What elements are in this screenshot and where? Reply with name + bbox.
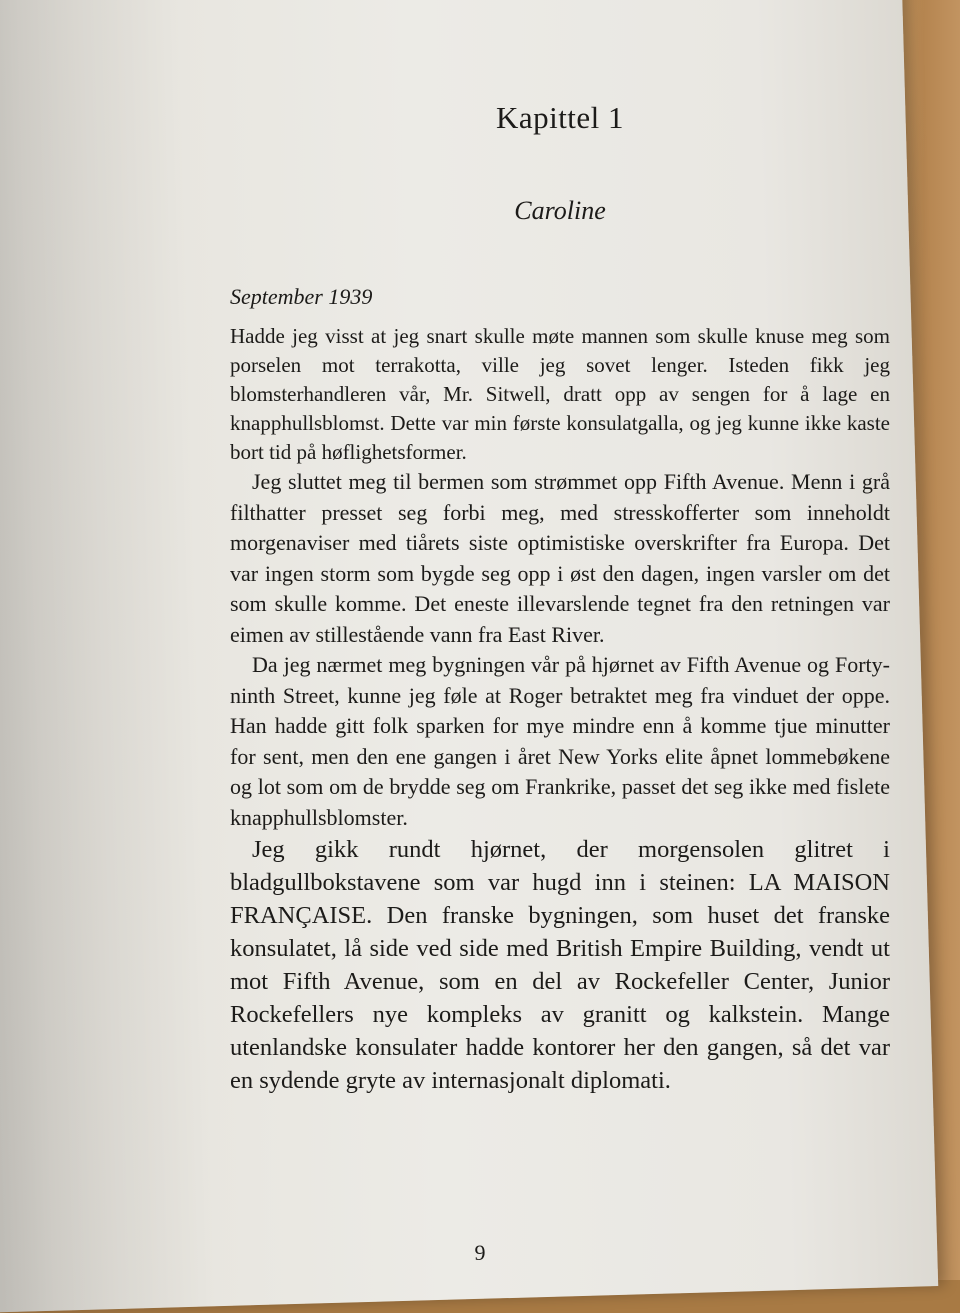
dateline: September 1939	[230, 284, 373, 309]
paragraph-2: Jeg sluttet meg til bermen som strømmet opp Fifth Avenue. Menn i grå filthatter presset seg forbi meg, med stresskofferter som inneholdt morgenaviser med tiårets siste optimistiske overskrifter fra Europa. Det var ingen storm som bygde seg opp i øst den dagen, ingen varsler om det som skulle komme. Det eneste illevarslende tegnet fra den retningen var eimen av stillestående vann fra East River.	[230, 469, 890, 647]
chapter-subtitle: Caroline	[514, 196, 606, 225]
paragraph-1: Hadde jeg visst at jeg snart skulle møte mannen som skulle knuse meg som porselen mot terrakotta, ville jeg sovet lenger. Isteden fikk jeg blomsterhandleren vår, Mr. Sitwell, dratt opp av sengen for å lage en knapphullsblomst. Dette var min første konsulatgalla, og jeg kunne ikke kaste bort tid på høflighetsformer.	[230, 324, 890, 464]
paragraph-4: Jeg gikk rundt hjørnet, der morgensolen glitret i bladgullbokstavene som var hugd inn i steinen: LA MAISON FRANÇAISE. Den franske bygningen, som huset det franske konsulatet, lå side ved side med British Empire Building, vendt ut mot Fifth Avenue, som en del av Rockefeller Center, Junior Rockefellers nye kompleks av granitt og kalkstein. Mange utenlandske konsulater hadde kontorer her den gangen, så det var en sydende gryte av internasjonalt diplomati.	[230, 836, 890, 1094]
chapter-title: Kapittel 1	[495, 100, 625, 135]
page-number: 9	[474, 1240, 486, 1265]
page-content	[230, 100, 890, 1097]
paragraph-3: Da jeg nærmet meg bygningen vår på hjørnet av Fifth Avenue og Forty-ninth Street, kunne jeg føle at Roger betraktet meg fra vinduet der oppe. Han hadde gitt folk sparken for mye mindre enn å komme tjue minutter for sent, men den ene gangen i året New Yorks elite åpnet lommebøkene og lot som om de brydde seg om Frankrike, passet det seg ikke med fislete knapphullsblomster.	[230, 652, 890, 830]
page-gutter-shadow	[0, 0, 219, 1313]
